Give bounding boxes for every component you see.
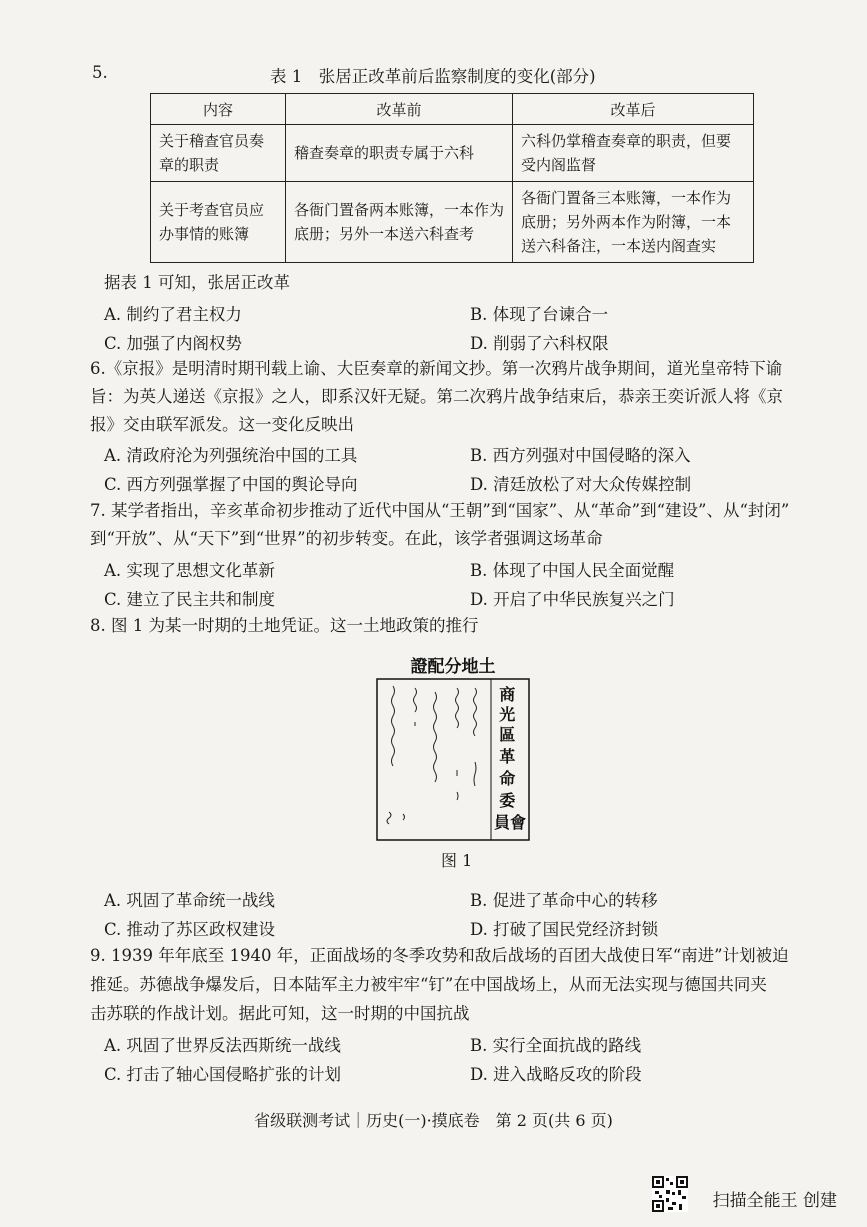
q7-stem-line: 7. 某学者指出，辛亥革命初步推动了近代中国从“王朝”到“国家”、从“革命”到“建设”、从“封闭” [90, 501, 790, 520]
table-header-row [151, 94, 754, 125]
page-footer: 省级联测考试｜历史(一)·摸底卷 第 2 页(共 6 页) [254, 1111, 613, 1130]
reform-table [150, 93, 754, 263]
q5-option-b[interactable]: B. 体现了台谏合一 [470, 305, 609, 324]
q9-stem-line: 推延。苏德战争爆发后，日本陆军主力被牢牢“钉”在中国战场上，从而无法实现与德国共同夹 [90, 975, 767, 994]
q5-stem: 据表 1 可知，张居正改革 [104, 273, 290, 292]
table-header-cell: 改革前 [286, 94, 513, 125]
table-row [151, 182, 754, 263]
q5-number: 5. [92, 63, 108, 82]
q9-option-b[interactable]: B. 实行全面抗战的路线 [470, 1036, 642, 1055]
q6-stem-line: 报》交由联军派发。这一变化反映出 [90, 415, 354, 434]
q9-option-a[interactable]: A. 巩固了世界反法西斯统一战线 [104, 1036, 341, 1055]
q6-stem-line: 旨：为英人递送《京报》之人，即系汉奸无疑。第二次鸦片战争结束后，恭亲王奕䜣派人将《京 [90, 387, 783, 406]
table-cell: 各衙门置备三本账簿，一本作为底册；另外两本作为附簿，一本送六科备注，一本送内阁查实 [513, 182, 754, 263]
svg-text:商 光 區: 商 光 區 革 命 委 員會 [493, 685, 527, 832]
table-cell: 关于稽查官员奏章的职责 [151, 125, 286, 182]
q8-option-d[interactable]: D. 打破了国民党经济封锁 [470, 920, 659, 939]
table-cell: 关于考查官员应办事情的账簿 [151, 182, 286, 263]
certificate-header: 證配分地土 [410, 657, 496, 677]
figure-caption: 图 1 [441, 851, 473, 870]
q8-stem-line: 8. 图 1 为某一时期的土地凭证。这一土地政策的推行 [90, 616, 479, 635]
q7-option-c[interactable]: C. 建立了民主共和制度 [104, 590, 276, 609]
q6-option-b[interactable]: B. 西方列强对中国侵略的深入 [470, 446, 691, 465]
q9-option-c[interactable]: C. 打击了轴心国侵略扩张的计划 [104, 1065, 342, 1084]
table-title: 表 1 张居正改革前后监察制度的变化(部分) [270, 67, 596, 86]
q5-option-c[interactable]: C. 加强了内阁权势 [104, 334, 243, 353]
q8-option-c[interactable]: C. 推动了苏区政权建设 [104, 920, 276, 939]
table-cell: 六科仍掌稽查奏章的职责，但要受内阁监督 [513, 125, 754, 182]
land-certificate-image [375, 652, 531, 842]
q7-stem-line: 到“开放”、从“天下”到“世界”的初步转变。在此，该学者强调这场革命 [90, 529, 603, 548]
land-certificate-figure [375, 652, 531, 842]
table-header-cell: 内容 [151, 94, 286, 125]
q5-option-d[interactable]: D. 削弱了六科权限 [470, 334, 609, 353]
q5-option-a[interactable]: A. 制约了君主权力 [104, 305, 242, 324]
q6-option-d[interactable]: D. 清廷放松了对大众传媒控制 [470, 475, 692, 494]
table-cell: 稽查奏章的职责专属于六科 [286, 125, 513, 182]
q9-stem-line: 击苏联的作战计划。据此可知，这一时期的中国抗战 [90, 1004, 470, 1023]
q6-option-c[interactable]: C. 西方列强掌握了中国的舆论导向 [104, 475, 358, 494]
scanner-watermark: 扫描全能王 创建 [712, 1191, 837, 1211]
q6-stem-line: 6.《京报》是明清时期刊载上谕、大臣奏章的新闻文抄。第一次鸦片战争期间，道光皇帝特下谕 [90, 359, 783, 378]
table-cell: 各衙门置备两本账簿，一本作为底册；另外一本送六科查考 [286, 182, 513, 263]
q8-option-a[interactable]: A. 巩固了革命统一战线 [104, 891, 275, 910]
q7-option-b[interactable]: B. 体现了中国人民全面觉醒 [470, 561, 675, 580]
q7-option-a[interactable]: A. 实现了思想文化革新 [104, 561, 275, 580]
qr-code-icon [652, 1176, 688, 1212]
q8-option-b[interactable]: B. 促进了革命中心的转移 [470, 891, 658, 910]
q7-option-d[interactable]: D. 开启了中华民族复兴之门 [470, 590, 675, 609]
q9-option-d[interactable]: D. 进入战略反攻的阶段 [470, 1065, 642, 1084]
table-row [151, 125, 754, 182]
table-header-cell: 改革后 [513, 94, 754, 125]
q6-option-a[interactable]: A. 清政府沦为列强统治中国的工具 [104, 446, 358, 465]
q9-stem-line: 9. 1939 年年底至 1940 年，正面战场的冬季攻势和敌后战场的百团大战使日军“南进”计划被迫 [90, 946, 789, 965]
